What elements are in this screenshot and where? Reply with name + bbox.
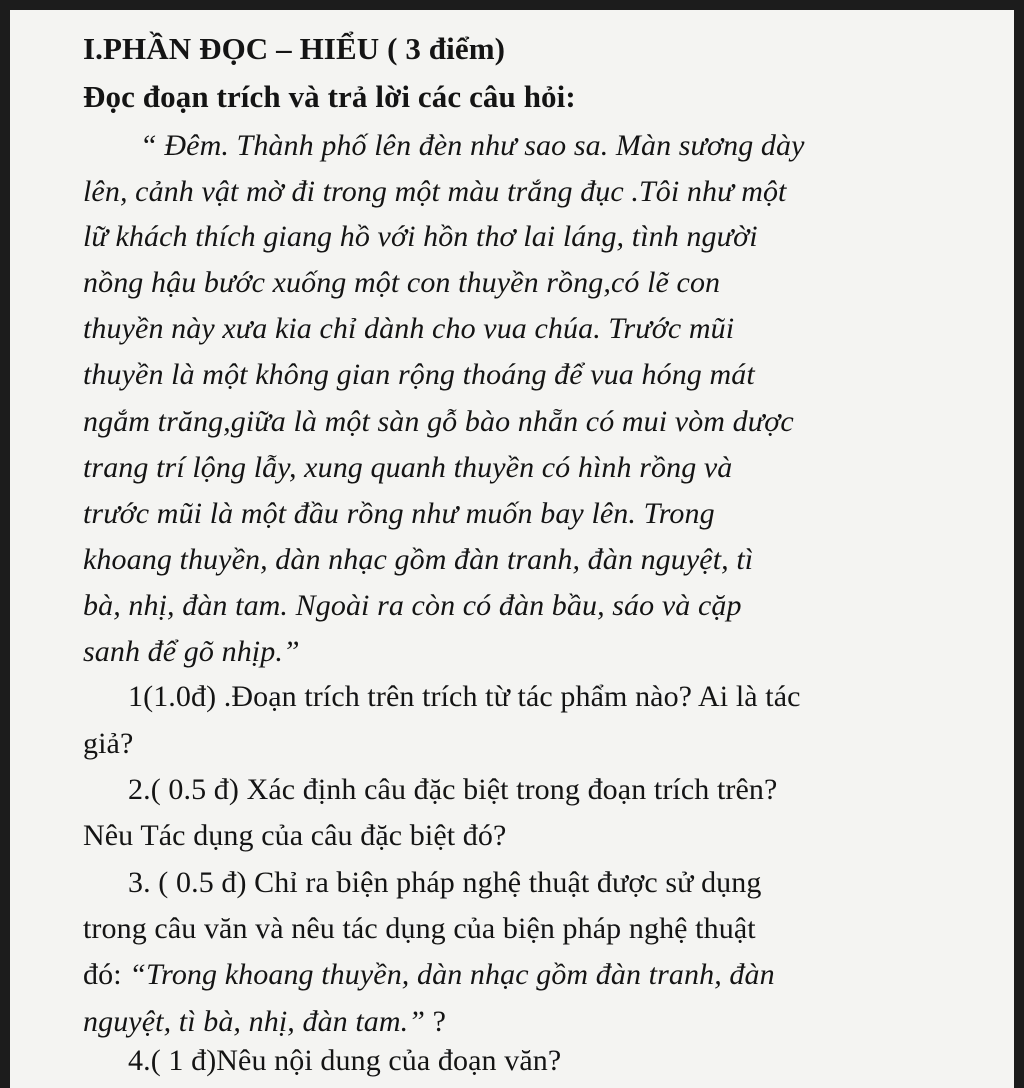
passage-line: khoang thuyền, dàn nhạc gồm đàn tranh, đàn nguyệt, tì (83, 543, 754, 576)
question-line: 3. ( 0.5 đ) Chỉ ra biện pháp nghệ thuật được sử dụng (128, 866, 762, 899)
question-line: 2.( 0.5 đ) Xác định câu đặc biệt trong đoạn trích trên? (128, 773, 778, 806)
question-4: 4.( 1 đ)Nêu nội dung của đoạn văn? (128, 1044, 562, 1077)
passage-line: sanh để gõ nhịp.” (83, 635, 300, 668)
passage-line: trang trí lộng lẫy, xung quanh thuyền có hình rồng và (83, 451, 733, 484)
passage-line: trước mũi là một đầu rồng như muốn bay lên. Trong (83, 497, 715, 530)
passage-line: thuyền là một không gian rộng thoáng để vua hóng mát (83, 358, 755, 391)
section-instruction: Đọc đoạn trích và trả lời các câu hỏi: (83, 79, 576, 114)
section-title: I.PHẦN ĐỌC – HIỂU ( 3 điểm) (83, 31, 506, 66)
passage-line: “ Đêm. Thành phố lên đèn như sao sa. Màn sương dày (140, 129, 805, 162)
question-text: ? (425, 1005, 447, 1038)
question-line (83, 1004, 446, 1040)
question-line (83, 957, 775, 993)
passage-line: ngắm trăng,giữa là một sàn gỗ bào nhẵn có mui vòm dược (83, 405, 794, 438)
question-line: 1(1.0đ) .Đoạn trích trên trích từ tác phẩm nào? Ai là tác (128, 680, 801, 713)
quoted-sentence: “Trong khoang thuyền, dàn nhạc gồm đàn tranh, đàn (129, 958, 775, 991)
passage-line: bà, nhị, đàn tam. Ngoài ra còn có đàn bầu, sáo và cặp (83, 589, 742, 622)
quoted-sentence: nguyệt, tì bà, nhị, đàn tam.” (83, 1005, 426, 1038)
document-page (10, 10, 1014, 1088)
passage-line: lên, cảnh vật mờ đi trong một màu trắng đục .Tôi như một (83, 175, 787, 208)
passage-line: nồng hậu bước xuống một con thuyền rồng,có lẽ con (83, 266, 721, 299)
question-line: giả? (83, 727, 134, 760)
question-line: Nêu Tác dụng của câu đặc biệt đó? (83, 819, 507, 852)
passage-line: thuyền này xưa kia chỉ dành cho vua chúa. Trước mũi (83, 312, 735, 345)
passage-line: lữ khách thích giang hồ với hồn thơ lai láng, tình người (83, 220, 758, 253)
question-text: đó: (83, 958, 130, 991)
question-line: trong câu văn và nêu tác dụng của biện pháp nghệ thuật (83, 912, 756, 945)
